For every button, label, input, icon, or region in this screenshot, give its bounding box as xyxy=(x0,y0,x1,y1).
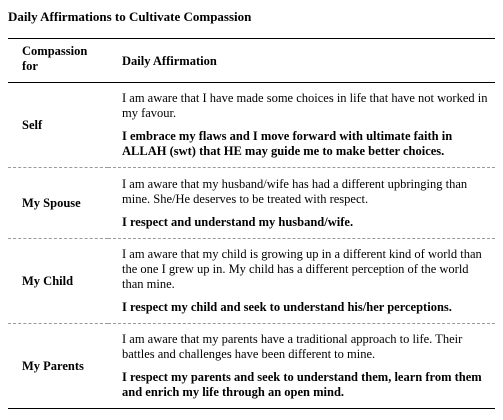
row-affirmation xyxy=(108,168,495,239)
row-subject: Self xyxy=(8,83,108,168)
document-title: Daily Affirmations to Cultivate Compassion xyxy=(8,9,252,24)
resolution-text: I respect my child and seek to understand his/her perceptions. xyxy=(122,300,452,314)
table-row-spouse xyxy=(8,168,495,239)
resolution-text: I respect my parents and seek to understand them, learn from them and enrich my life through an open mind. xyxy=(122,370,482,399)
resolution-text: I embrace my flaws and I move forward with ultimate faith in ALLAH (swt) that HE may guide me to make better choices. xyxy=(122,129,453,158)
row-affirmation xyxy=(108,324,495,409)
awareness-text: I am aware that my child is growing up in a different kind of world than the one I grew up in. My child has a different perception of the world than mine. xyxy=(122,247,482,291)
awareness-text: I am aware that I have made some choices in life that have not worked in my favour. xyxy=(122,91,488,120)
table-row-parents xyxy=(8,324,495,409)
awareness-text: I am aware that my parents have a traditional approach to life. Their battles and challenges have been different to mine. xyxy=(122,332,463,361)
row-subject: My Spouse xyxy=(8,168,108,239)
affirmations-table xyxy=(8,38,495,409)
awareness-text: I am aware that my husband/wife has had a different upbringing than mine. She/He deserves to be treated with respect. xyxy=(122,176,468,206)
table-body xyxy=(8,83,495,409)
row-subject: My Child xyxy=(8,239,108,324)
row-subject: My Parents xyxy=(8,324,108,409)
header-row xyxy=(8,39,495,83)
header-compassion-for: Compassion for xyxy=(8,39,108,83)
row-affirmation xyxy=(108,239,495,324)
header-daily-affirmation: Daily Affirmation xyxy=(108,39,495,83)
row-affirmation xyxy=(108,83,495,168)
table-header xyxy=(8,39,495,83)
table-row-self xyxy=(8,83,495,168)
resolution-text: I respect and understand my husband/wife. xyxy=(122,214,354,229)
table-row-child xyxy=(8,239,495,324)
